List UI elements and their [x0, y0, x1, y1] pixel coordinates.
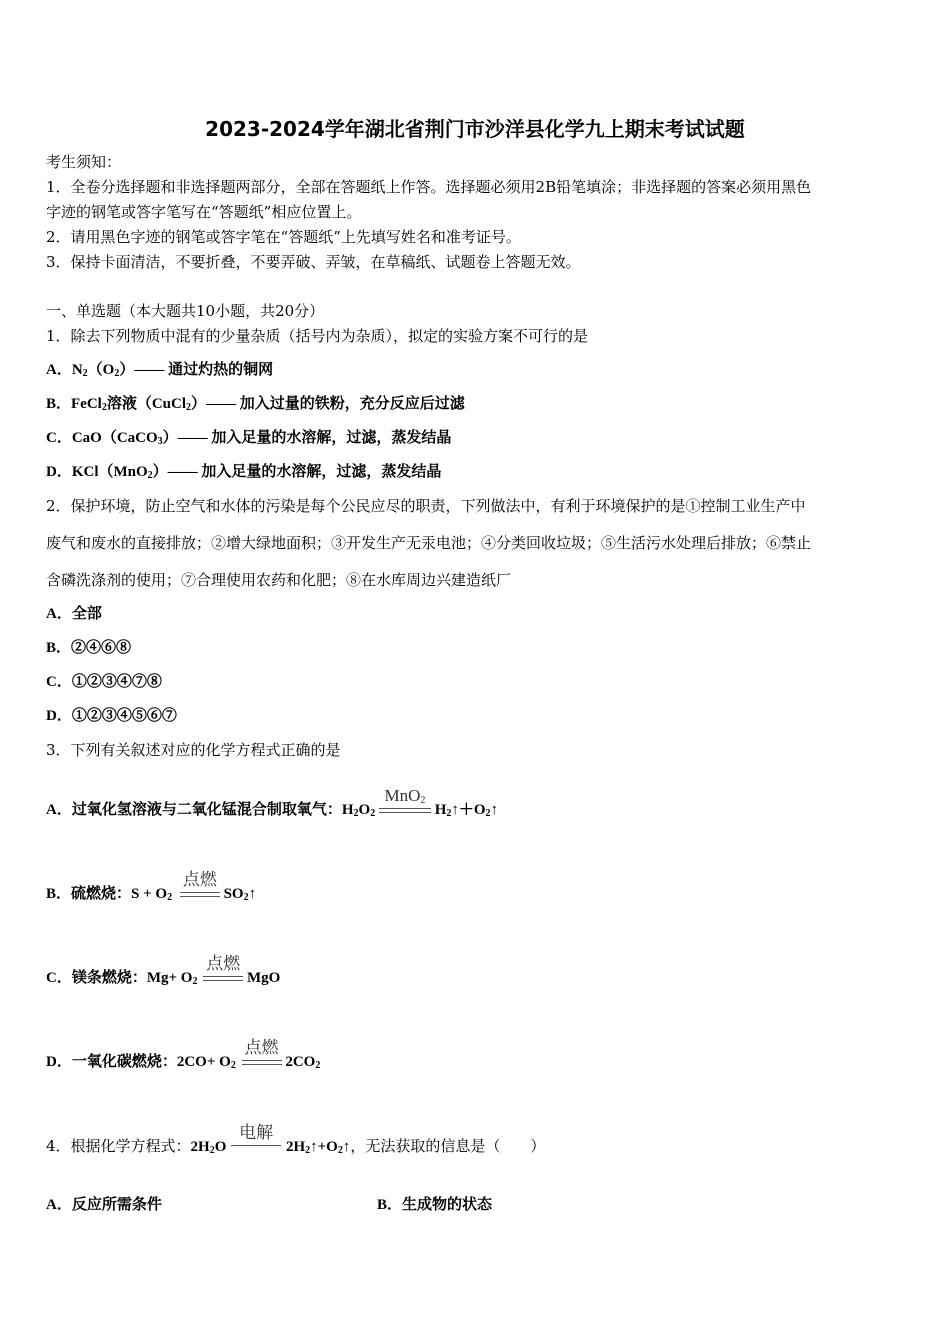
question-3-stem: 3．下列有关叙述对应的化学方程式正确的是 — [46, 741, 341, 759]
question-1-option-b: B．FeCl$_2$溶液（CuCl$_2$）—— 加入过量的铁粉，充分反应后过滤 — [46, 396, 465, 413]
section-heading: 一、单选题（本大题共10小题，共20分） — [46, 302, 325, 320]
question-3-option-d: D．一氧化碳燃烧：$2CO+ O_2$ 点燃 $2CO_2$ — [46, 1038, 321, 1071]
question-3-option-a: A．过氧化氢溶液与二氧化锰混合制取氧气：$H_2O_2$ MnO$_2$ $H_2↑+O_2↑$ — [46, 786, 499, 819]
question-1-stem: 1．除去下列物质中混有的少量杂质（括号内为杂质），拟定的实验方案不可行的是 — [46, 327, 589, 345]
notice-heading: 考生须知： — [46, 153, 122, 171]
question-4-option-a: A．反应所需条件 — [46, 1197, 162, 1213]
question-2-stem: 含磷洗涤剂的使用；⑦合理使用农药和化肥；⑧在水库周边兴建造纸厂 — [46, 571, 512, 589]
question-2-stem: 2．保护环境，防止空气和水体的污染是每个公民应尽的职责，下列做法中，有利于环境保护的是①控制工业生产中 — [46, 497, 806, 515]
question-2-stem: 废气和废水的直接排放；②增大绿地面积；③开发生产无汞电池；④分类回收垃圾；⑤生活污水处理后排放；⑥禁止 — [46, 534, 812, 552]
question-2-option-d: D．①②③④⑤⑥⑦ — [46, 708, 177, 724]
notice-item: 1．全卷分选择题和非选择题两部分，全部在答题纸上作答。选择题必须用2B铅笔填涂；非选择题的答案必须用黑色 — [46, 178, 812, 196]
page-title: 2023-2024学年湖北省荆门市沙洋县化学九上期末考试试题 — [205, 117, 745, 141]
notice-item: 字迹的钢笔或答字笔写在“答题纸”相应位置上。 — [46, 203, 362, 221]
question-1-option-a: A．$N_2(O_2)——$ 通过灼热的铜网 — [46, 362, 274, 379]
question-4-stem: 4．根据化学方程式：$2H_2O$ 电解 $2H_2↑+O_2↑$，无法获取的信息是（ ） — [46, 1123, 546, 1156]
question-1-option-c: C．CaO（CaCO$_3$）—— 加入足量的水溶解，过滤，蒸发结晶 — [46, 430, 452, 447]
question-2-option-c: C．①②③④⑦⑧ — [46, 674, 162, 690]
question-3-option-b: B．硫燃烧：$S + O_2$ 点燃 $SO_2↑$ — [46, 870, 257, 903]
notice-item: 3．保持卡面清洁，不要折叠，不要弄破、弄皱，在草稿纸、试题卷上答题无效。 — [46, 253, 581, 271]
question-3-option-c: C．镁条燃烧：$Mg+ O_2$ 点燃 MgO — [46, 954, 281, 987]
question-2-option-a: A．全部 — [46, 606, 102, 622]
notice-item: 2．请用黑色字迹的钢笔或答字笔在“答题纸”上先填写姓名和准考证号。 — [46, 228, 521, 246]
question-4-option-b: B．生成物的状态 — [377, 1197, 493, 1213]
question-2-option-b: B．②④⑥⑧ — [46, 640, 132, 656]
question-1-option-d: D．KCl（MnO$_2$）—— 加入足量的水溶解，过滤，蒸发结晶 — [46, 464, 442, 481]
